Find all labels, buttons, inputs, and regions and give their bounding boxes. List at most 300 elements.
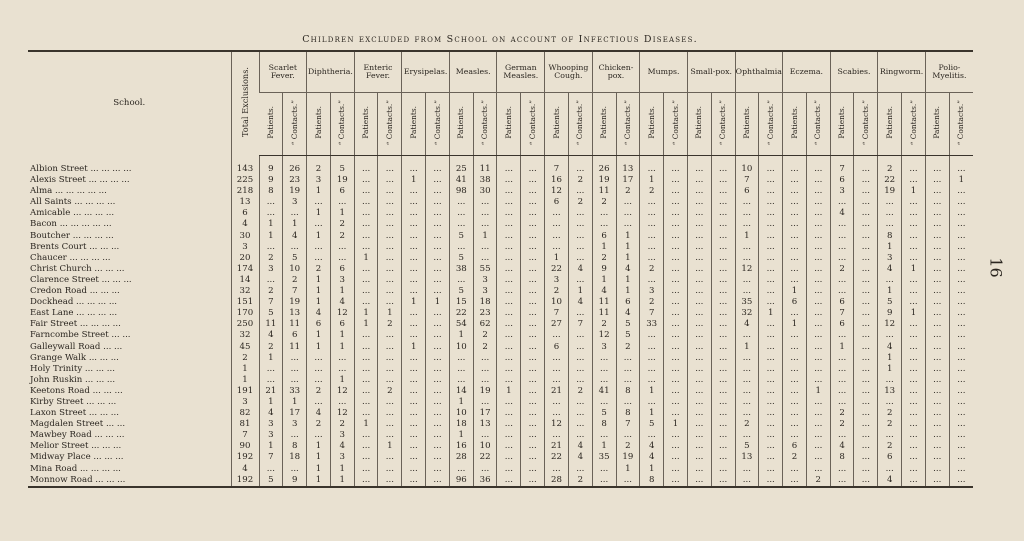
count-cell: ... [473,253,497,264]
count-cell: 6 [783,441,807,452]
count-cell: 19 [592,175,616,186]
count-cell: ... [402,308,426,319]
count-cell: ... [854,164,878,175]
count-cell: ... [759,419,783,430]
count-cell: 1 [330,208,354,219]
count-cell: 22 [545,264,569,275]
count-cell: ... [497,219,521,230]
count-cell: 6 [616,297,640,308]
count-cell: ... [640,342,664,353]
count-cell: 98 [449,186,473,197]
count-cell: ... [497,242,521,253]
count-cell: 4 [330,441,354,452]
count-cell: 2 [330,419,354,430]
count-cell: ... [497,175,521,186]
patients-subheader: Patients. [925,93,949,156]
count-cell: 2 [592,319,616,330]
count-cell: ... [426,264,450,275]
count-cell: 4 [568,297,592,308]
count-cell: ... [902,275,926,286]
count-cell: ... [806,364,830,375]
count-cell: 5 [449,231,473,242]
count-cell: ... [307,353,331,364]
count-cell: 2 [259,286,283,297]
count-cell: ... [378,408,402,419]
count-cell: ... [854,342,878,353]
school-name: Grange Walk ... ... ... [30,352,119,363]
count-cell: ... [354,164,378,175]
count-cell: 7 [545,164,569,175]
count-cell: ... [497,319,521,330]
count-cell: 15 [449,297,473,308]
total-cell: 225 [231,175,259,186]
count-cell: ... [497,430,521,441]
count-cell: ... [925,308,949,319]
count-cell: ... [664,253,688,264]
count-cell: ... [806,297,830,308]
count-cell: ... [259,197,283,208]
count-cell: 4 [259,408,283,419]
count-cell: ... [711,319,735,330]
count-cell: 2 [473,342,497,353]
count-cell: 28 [449,452,473,463]
count-cell: ... [521,342,545,353]
count-cell: 7 [640,308,664,319]
count-cell: ... [664,441,688,452]
patients-subheader: Patients. [735,93,759,156]
count-cell: ... [783,464,807,475]
count-cell: ... [759,364,783,375]
count-cell: ... [687,197,711,208]
count-cell: ... [592,219,616,230]
count-cell: 2 [806,475,830,487]
total-cell: 192 [231,452,259,463]
count-cell: ... [854,275,878,286]
count-cell: ... [521,308,545,319]
count-cell: 4 [878,475,902,487]
count-cell: ... [378,275,402,286]
count-cell: ... [664,475,688,487]
count-cell: ... [640,197,664,208]
count-cell: 13 [473,419,497,430]
count-cell: ... [735,219,759,230]
count-cell: ... [568,253,592,264]
count-cell: ... [711,430,735,441]
count-cell: 4 [568,441,592,452]
count-cell: ... [402,353,426,364]
count-cell: ... [711,464,735,475]
count-cell: ... [854,286,878,297]
count-cell: 1 [307,475,331,487]
school-name: Albion Street ... ... ... ... [30,164,132,174]
count-cell: ... [878,330,902,341]
count-cell: ... [925,175,949,186]
count-cell: 12 [545,419,569,430]
count-cell: 10 [449,342,473,353]
patients-subheader: Patients. [497,93,521,156]
count-cell: ... [949,242,973,253]
count-cell: ... [259,364,283,375]
count-cell: ... [902,452,926,463]
table-row [28,475,973,487]
table-row [28,397,973,408]
count-cell: 2 [378,319,402,330]
count-cell: 4 [616,264,640,275]
count-cell: 1 [330,330,354,341]
count-cell: 1 [354,253,378,264]
count-cell: ... [854,242,878,253]
count-cell: ... [783,430,807,441]
count-cell: ... [735,253,759,264]
count-cell: ... [640,397,664,408]
school-name: Dockhead ... ... ... ... [30,297,118,308]
total-cell: 82 [231,408,259,419]
count-cell: ... [949,264,973,275]
count-cell: 2 [259,342,283,353]
count-cell: ... [592,353,616,364]
count-cell: ... [473,430,497,441]
count-cell: 1 [473,231,497,242]
count-cell: ... [949,342,973,353]
count-cell: ... [664,219,688,230]
count-cell: ... [354,275,378,286]
count-cell: ... [925,264,949,275]
count-cell: ... [759,175,783,186]
count-cell: 14 [449,386,473,397]
count-cell: ... [949,364,973,375]
count-cell: 1 [878,364,902,375]
count-cell: ... [568,375,592,386]
count-cell: 1 [735,342,759,353]
total-cell: 143 [231,164,259,175]
count-cell: ... [354,186,378,197]
count-cell: ... [759,319,783,330]
count-cell: ... [759,164,783,175]
count-cell: ... [378,197,402,208]
count-cell: ... [402,164,426,175]
count-cell: ... [259,208,283,219]
count-cell: ... [354,242,378,253]
count-cell: 6 [330,186,354,197]
school-name: Kirby Street ... ... ... [30,396,117,407]
count-cell: ... [521,375,545,386]
count-cell: ... [806,319,830,330]
count-cell: ... [402,419,426,430]
school-name: John Ruskin ... ... ... [30,374,116,385]
count-cell: ... [687,419,711,430]
count-cell: ... [902,297,926,308]
count-cell: 1 [259,397,283,408]
count-cell: ... [354,464,378,475]
count-cell: ... [568,275,592,286]
count-cell: 2 [878,408,902,419]
count-cell: 1 [902,186,926,197]
count-cell: 27 [545,319,569,330]
count-cell: ... [545,208,569,219]
disease-header: Whooping Cough. [545,51,593,93]
count-cell: ... [925,397,949,408]
count-cell: 3 [545,275,569,286]
count-cell: ... [402,186,426,197]
count-cell: ... [664,397,688,408]
count-cell: ... [759,197,783,208]
count-cell: ... [521,319,545,330]
count-cell: 4 [259,330,283,341]
count-cell: ... [878,275,902,286]
count-cell: 2 [568,197,592,208]
count-cell: ... [307,397,331,408]
count-cell: 1 [616,242,640,253]
count-cell: 28 [545,475,569,487]
count-cell: 54 [449,319,473,330]
count-cell: ... [759,219,783,230]
disease-header: Enteric Fever. [354,51,402,93]
count-cell: ... [568,242,592,253]
count-cell: ... [735,408,759,419]
patients-subheader: Patients. [878,93,902,156]
count-cell: ... [378,175,402,186]
count-cell: ... [378,475,402,487]
count-cell: 12 [330,408,354,419]
count-cell: ... [902,242,926,253]
count-cell: ... [330,197,354,208]
total-cell: 81 [231,419,259,430]
count-cell: ... [330,242,354,253]
count-cell: ... [402,408,426,419]
count-cell: 6 [592,231,616,242]
count-cell: ... [473,219,497,230]
count-cell: 1 [878,286,902,297]
school-name: Mawbey Road ... ... ... [30,430,125,441]
count-cell: 2 [259,253,283,264]
count-cell: 21 [259,386,283,397]
count-cell: ... [783,264,807,275]
count-cell: ... [426,286,450,297]
count-cell: 7 [616,419,640,430]
count-cell: 3 [307,175,331,186]
count-cell: ... [307,375,331,386]
count-cell: 62 [473,319,497,330]
count-cell: ... [687,275,711,286]
disease-header: Ringworm. [878,51,926,93]
table-row [28,208,973,219]
count-cell: ... [449,219,473,230]
count-cell: 1 [259,219,283,230]
count-cell: ... [521,186,545,197]
count-cell: ... [592,364,616,375]
count-cell: ... [687,219,711,230]
count-cell: ... [640,231,664,242]
school-name: Chaucer ... ... ... ... [30,252,111,263]
count-cell: ... [568,397,592,408]
count-cell: ... [687,408,711,419]
count-cell: ... [711,197,735,208]
table-row [28,419,973,430]
count-cell: 2 [568,386,592,397]
count-cell: ... [735,353,759,364]
count-cell: ... [521,419,545,430]
count-cell: ... [735,475,759,487]
count-cell: ... [426,208,450,219]
total-cell: 32 [231,286,259,297]
count-cell: ... [711,242,735,253]
count-cell: ... [806,264,830,275]
count-cell: 3 [330,430,354,441]
count-cell: 10 [735,164,759,175]
count-cell: ... [735,275,759,286]
count-cell: ... [378,242,402,253]
school-column-header: School. [28,51,231,156]
count-cell: ... [449,197,473,208]
count-cell: ... [664,386,688,397]
count-cell: ... [616,364,640,375]
disease-header: Measles. [449,51,497,93]
count-cell: ... [283,353,307,364]
count-cell: ... [854,464,878,475]
count-cell: ... [902,319,926,330]
count-cell: 16 [545,175,569,186]
total-cell: 4 [231,219,259,230]
count-cell: ... [687,297,711,308]
count-cell: ... [711,375,735,386]
count-cell: ... [402,219,426,230]
count-cell: 22 [449,308,473,319]
count-cell: 2 [830,419,854,430]
count-cell: 9 [592,264,616,275]
count-cell: 26 [592,164,616,175]
count-cell: 1 [378,441,402,452]
count-cell: ... [783,242,807,253]
count-cell: ... [902,253,926,264]
count-cell: ... [806,231,830,242]
total-cell: 32 [231,330,259,341]
count-cell: ... [616,197,640,208]
count-cell: ... [854,397,878,408]
count-cell: ... [759,408,783,419]
school-name: Melior Street ... ... ... [30,441,122,452]
school-name: Clarence Street ... ... ... [30,274,132,285]
count-cell: 1 [307,286,331,297]
count-cell: 2 [307,164,331,175]
count-cell: ... [497,308,521,319]
count-cell: 1 [307,452,331,463]
count-cell: 1 [307,330,331,341]
count-cell: ... [687,208,711,219]
count-cell: 5 [592,408,616,419]
count-cell: 1 [592,441,616,452]
count-cell: ... [687,330,711,341]
count-cell: 6 [283,330,307,341]
count-cell: ... [925,408,949,419]
count-cell: ... [426,242,450,253]
count-cell: ... [902,397,926,408]
count-cell: ... [735,364,759,375]
count-cell: 1 [902,308,926,319]
table-row [28,186,973,197]
count-cell: 6 [307,319,331,330]
count-cell: ... [378,208,402,219]
count-cell: ... [473,464,497,475]
total-cell: 151 [231,297,259,308]
total-cell: 13 [231,197,259,208]
count-cell: ... [925,208,949,219]
count-cell: ... [640,275,664,286]
count-cell: 1 [402,342,426,353]
count-cell: 38 [449,264,473,275]
count-cell: ... [949,397,973,408]
count-cell: ... [402,231,426,242]
count-cell: ... [902,286,926,297]
count-cell: 13 [283,308,307,319]
count-cell: 18 [473,297,497,308]
count-cell: ... [497,375,521,386]
count-cell: ... [735,375,759,386]
count-cell: ... [759,430,783,441]
count-cell: ... [759,441,783,452]
count-cell: ... [783,253,807,264]
count-cell: ... [616,430,640,441]
school-name: Monnow Road ... ... ... [28,475,231,487]
count-cell: ... [426,319,450,330]
count-cell: 4 [640,452,664,463]
count-cell: ... [283,375,307,386]
count-cell: ... [735,397,759,408]
count-cell: ... [925,353,949,364]
count-cell: ... [902,441,926,452]
count-cell: ... [783,364,807,375]
count-cell: ... [521,242,545,253]
count-cell: ... [854,419,878,430]
count-cell: ... [426,452,450,463]
count-cell: 2 [330,219,354,230]
count-cell: 11 [592,297,616,308]
count-cell: ... [664,452,688,463]
contacts-subheader: “ Contacts.” [378,93,402,156]
count-cell: 6 [878,452,902,463]
count-cell: ... [354,430,378,441]
count-cell: ... [925,386,949,397]
count-cell: 1 [378,308,402,319]
school-name: All Saints ... ... ... ... [30,197,116,208]
count-cell: ... [806,286,830,297]
table-row [28,308,973,319]
school-name: East Lane ... ... ... ... [30,308,118,319]
school-name: Fair Street ... ... ... ... [30,319,121,330]
count-cell: ... [402,452,426,463]
count-cell: ... [830,242,854,253]
count-cell: ... [806,308,830,319]
count-cell: 5 [878,297,902,308]
count-cell: ... [664,208,688,219]
count-cell: ... [949,330,973,341]
count-cell: 8 [259,186,283,197]
disease-header: Diphtheria. [307,51,355,93]
count-cell: 7 [830,164,854,175]
count-cell: 1 [354,308,378,319]
school-name: Christ Church ... ... ... [30,263,125,274]
count-cell: ... [568,353,592,364]
count-cell: ... [902,197,926,208]
count-cell: ... [949,219,973,230]
count-cell: 4 [283,231,307,242]
count-cell: 7 [568,319,592,330]
count-cell: ... [426,430,450,441]
patients-subheader: Patients. [259,93,283,156]
count-cell: ... [902,175,926,186]
count-cell: 3 [259,264,283,275]
total-cell: 174 [231,264,259,275]
count-cell: 2 [878,164,902,175]
